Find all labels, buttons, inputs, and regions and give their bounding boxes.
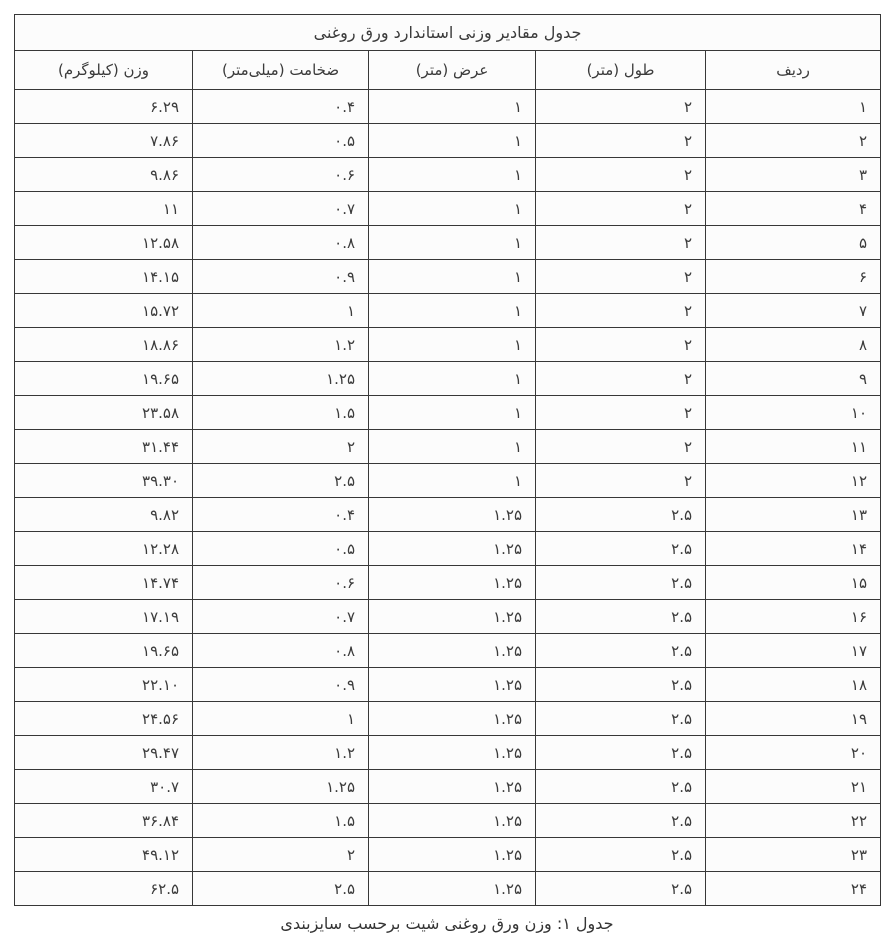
table-cell: ۱۲.۲۸: [15, 532, 193, 566]
table-cell: ۱۹.۶۵: [15, 362, 193, 396]
table-cell: ۲۴.۵۶: [15, 702, 193, 736]
table-cell: ۰.۹: [193, 260, 369, 294]
table-cell: ۱: [706, 90, 881, 124]
table-row: [15, 362, 881, 396]
table-cell: ۲.۵: [193, 464, 369, 498]
table-cell: ۱.۲۵: [369, 838, 536, 872]
column-header-width-m: عرض (متر): [369, 51, 536, 90]
table-cell: ۱۱: [706, 430, 881, 464]
table-cell: ۲.۵: [536, 498, 706, 532]
table-cell: ۰.۶: [193, 566, 369, 600]
table-row: [15, 566, 881, 600]
table-row: [15, 634, 881, 668]
table-cell: ۲۱: [706, 770, 881, 804]
table-cell: ۲: [536, 294, 706, 328]
table-row: [15, 804, 881, 838]
table-cell: ۱: [369, 158, 536, 192]
table-cell: ۱۳: [706, 498, 881, 532]
table-cell: ۰.۴: [193, 90, 369, 124]
table-cell: ۲: [536, 226, 706, 260]
table-cell: ۹.۸۶: [15, 158, 193, 192]
table-cell: ۱: [369, 260, 536, 294]
table-row: [15, 872, 881, 906]
table-cell: ۱.۵: [193, 396, 369, 430]
table-cell: ۱۴.۱۵: [15, 260, 193, 294]
table-cell: ۱: [369, 226, 536, 260]
table-cell: ۲.۵: [536, 532, 706, 566]
table-cell: ۶.۲۹: [15, 90, 193, 124]
table-cell: ۲.۵: [536, 702, 706, 736]
table-cell: ۱.۲: [193, 328, 369, 362]
table-cell: ۱۰: [706, 396, 881, 430]
table-cell: ۳۶.۸۴: [15, 804, 193, 838]
table-cell: ۱.۲۵: [369, 804, 536, 838]
table-cell: ۱۵.۷۲: [15, 294, 193, 328]
table-cell: ۰.۷: [193, 600, 369, 634]
table-cell: ۳۰.۷: [15, 770, 193, 804]
header-row: [15, 51, 881, 90]
table-cell: ۱۶: [706, 600, 881, 634]
table-cell: ۲: [536, 124, 706, 158]
table-row: [15, 294, 881, 328]
table-caption: جدول ۱: وزن ورق روغنی شیت برحسب سایزبندی: [280, 914, 614, 933]
table-cell: ۲.۵: [536, 770, 706, 804]
table-cell: ۲: [536, 328, 706, 362]
table-cell: ۱: [369, 396, 536, 430]
table-cell: ۱.۲۵: [369, 634, 536, 668]
table-cell: ۱۸: [706, 668, 881, 702]
table-cell: ۱.۲۵: [369, 566, 536, 600]
table-cell: ۲.۵: [536, 634, 706, 668]
table-cell: ۱۸.۸۶: [15, 328, 193, 362]
table-title: جدول مقادیر وزنی استاندارد ورق روغنی: [15, 15, 881, 51]
table-cell: ۱۲: [706, 464, 881, 498]
table-cell: ۲: [536, 464, 706, 498]
column-header-weight-kg: وزن (کیلوگرم): [15, 51, 193, 90]
table-cell: ۱۵: [706, 566, 881, 600]
table-cell: ۰.۷: [193, 192, 369, 226]
table-cell: ۵: [706, 226, 881, 260]
table-cell: ۳۹.۳۰: [15, 464, 193, 498]
table-cell: ۲۳.۵۸: [15, 396, 193, 430]
table-cell: ۱: [369, 124, 536, 158]
table-cell: ۲.۵: [193, 872, 369, 906]
table-cell: ۱: [193, 702, 369, 736]
table-cell: ۰.۸: [193, 634, 369, 668]
table-row: [15, 226, 881, 260]
table-cell: ۲.۵: [536, 838, 706, 872]
table-cell: ۱۹.۶۵: [15, 634, 193, 668]
table-cell: ۱.۲۵: [369, 600, 536, 634]
table-cell: ۴۹.۱۲: [15, 838, 193, 872]
table-cell: ۱.۲۵: [369, 668, 536, 702]
table-row: [15, 736, 881, 770]
table-cell: ۱.۲۵: [193, 362, 369, 396]
title-row: [15, 15, 881, 51]
table-cell: ۱۲.۵۸: [15, 226, 193, 260]
table-cell: ۱: [369, 328, 536, 362]
table-cell: ۱: [369, 464, 536, 498]
table-cell: ۱۷.۱۹: [15, 600, 193, 634]
table-cell: ۲: [536, 396, 706, 430]
table-cell: ۱.۲۵: [193, 770, 369, 804]
column-header-row-number: ردیف: [706, 51, 881, 90]
table-row: [15, 770, 881, 804]
table-cell: ۲.۵: [536, 566, 706, 600]
table-row: [15, 260, 881, 294]
table-cell: ۱.۲۵: [369, 702, 536, 736]
table-cell: ۸: [706, 328, 881, 362]
table-cell: ۲: [536, 90, 706, 124]
table-row: [15, 668, 881, 702]
table-cell: ۷: [706, 294, 881, 328]
table-cell: ۲: [536, 192, 706, 226]
table-cell: ۱.۵: [193, 804, 369, 838]
table-cell: ۱۴: [706, 532, 881, 566]
table-cell: ۷.۸۶: [15, 124, 193, 158]
table-cell: ۳: [706, 158, 881, 192]
table-cell: ۰.۶: [193, 158, 369, 192]
table-cell: ۲۲: [706, 804, 881, 838]
table-cell: ۱: [369, 90, 536, 124]
table-cell: ۱۷: [706, 634, 881, 668]
table-row: [15, 838, 881, 872]
table-row: [15, 328, 881, 362]
table-cell: ۰.۹: [193, 668, 369, 702]
table-cell: ۰.۵: [193, 532, 369, 566]
table-cell: ۲.۵: [536, 736, 706, 770]
table-cell: ۱۴.۷۴: [15, 566, 193, 600]
table-row: [15, 192, 881, 226]
table-cell: ۰.۴: [193, 498, 369, 532]
table-cell: ۶۲.۵: [15, 872, 193, 906]
table-cell: ۰.۸: [193, 226, 369, 260]
table-row: [15, 600, 881, 634]
table-row: [15, 702, 881, 736]
table-cell: ۱: [369, 192, 536, 226]
table-cell: ۲.۵: [536, 600, 706, 634]
table-row: [15, 158, 881, 192]
table-cell: ۱.۲۵: [369, 736, 536, 770]
table-row: [15, 464, 881, 498]
table-cell: ۹.۸۲: [15, 498, 193, 532]
table-cell: ۲۴: [706, 872, 881, 906]
table-row: [15, 396, 881, 430]
table-cell: ۲: [536, 260, 706, 294]
column-header-length-m: طول (متر): [536, 51, 706, 90]
table-cell: ۲: [536, 430, 706, 464]
table-cell: ۲.۵: [536, 804, 706, 838]
table-row: [15, 532, 881, 566]
table-cell: ۱.۲۵: [369, 770, 536, 804]
table-cell: ۲.۵: [536, 668, 706, 702]
table-cell: ۱.۲۵: [369, 532, 536, 566]
table-cell: ۱: [193, 294, 369, 328]
table-cell: ۱: [369, 362, 536, 396]
table-cell: ۱: [369, 294, 536, 328]
table-cell: ۲: [536, 158, 706, 192]
table-cell: ۶: [706, 260, 881, 294]
table-cell: ۱.۲۵: [369, 872, 536, 906]
table-cell: ۹: [706, 362, 881, 396]
table-cell: ۱۹: [706, 702, 881, 736]
table-cell: ۱.۲: [193, 736, 369, 770]
table-cell: ۲.۵: [536, 872, 706, 906]
table-row: [15, 124, 881, 158]
table-cell: ۲: [193, 430, 369, 464]
table-cell: ۲۹.۴۷: [15, 736, 193, 770]
table-row: [15, 430, 881, 464]
table-cell: ۰.۵: [193, 124, 369, 158]
table-cell: ۲۳: [706, 838, 881, 872]
column-header-thickness-mm: ضخامت (میلی‌متر): [193, 51, 369, 90]
table-cell: ۱: [369, 430, 536, 464]
table-cell: ۴: [706, 192, 881, 226]
table-cell: ۳۱.۴۴: [15, 430, 193, 464]
oil-sheet-weight-table: [14, 14, 881, 906]
table-cell: ۲۰: [706, 736, 881, 770]
table-cell: ۲: [193, 838, 369, 872]
table-body: [15, 90, 881, 906]
table-cell: ۲: [536, 362, 706, 396]
table-cell: ۱۱: [15, 192, 193, 226]
table-cell: ۲: [706, 124, 881, 158]
table-cell: ۱.۲۵: [369, 498, 536, 532]
table-cell: ۲۲.۱۰: [15, 668, 193, 702]
table-row: [15, 90, 881, 124]
table-row: [15, 498, 881, 532]
